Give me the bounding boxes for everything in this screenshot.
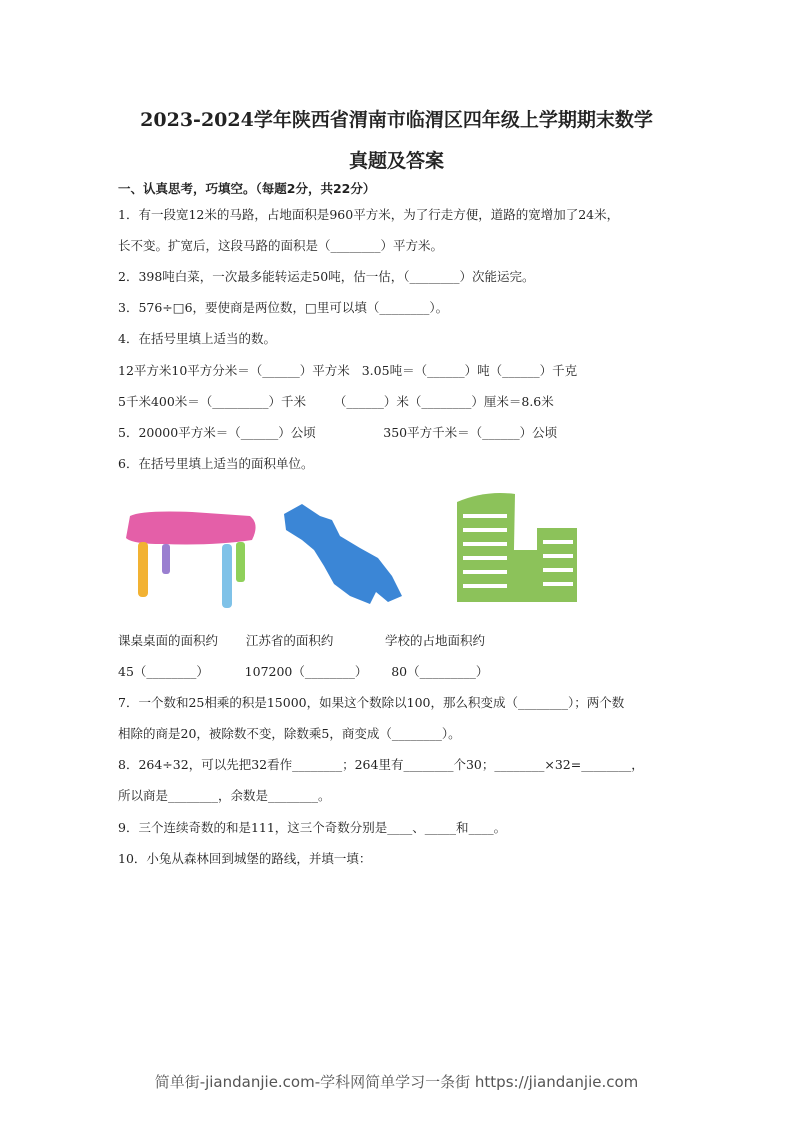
text-line: 长不变。扩宽后，这段马路的面积是（________）平方米。 (118, 238, 444, 253)
text-line: 相除的商是20，被除数不变，除数乘5，商变成（________）。 (118, 726, 461, 741)
text-line: 2．398吨白菜，一次最多能转运走50吨，估一估，（________）次能运完。 (118, 269, 535, 284)
text-line: 12平方米10平方分米＝（______）平方米 3.05吨＝（______）吨（______）千克 (118, 363, 578, 378)
text-line: 4．在括号里填上适当的数。 (118, 331, 276, 346)
text-line: 8．264÷32，可以先把32看作________；264里有________个30；________×32=________， (118, 757, 644, 772)
text-line: 10．小兔从森林回到城堡的路线，并填一填： (118, 851, 372, 866)
text-line: 9．三个连续奇数的和是111，这三个奇数分别是____、_____和____。 (118, 820, 507, 835)
text-line: 5千米400米＝（_________）千米 （______）米（________）厘米＝8.6米 (118, 394, 554, 409)
text-line: 所以商是________，余数是________。 (118, 788, 331, 803)
school-building-image (455, 490, 580, 605)
jiangsu-map-image (280, 500, 405, 610)
footer-watermark: 简单街-jiandanjie.com-学科网简单学习一条街 https://jiandanjie.com (154, 1073, 639, 1091)
text-line: 7．一个数和25相乘的积是15000，如果这个数除以100，那么积变成（________）；两个数 (118, 695, 625, 710)
section-heading: 一、认真思考，巧填空。（每题2分，共22分） (118, 181, 376, 196)
desk-image (122, 510, 262, 610)
text-line: 45（________） 107200（________） 80（_________） (118, 664, 489, 679)
text-line: 课桌桌面的面积约 江苏省的面积约 学校的占地面积约 (118, 633, 485, 648)
text-line: 1．有一段宽12米的马路，占地面积是960平方米，为了行走方便，道路的宽增加了24米， (118, 207, 620, 222)
title-line-1: 2023-2024学年陕西省渭南市临渭区四年级上学期期末数学 (140, 109, 653, 131)
title-line-2: 真题及答案 (348, 150, 444, 172)
text-line: 3．576÷□6，要使商是两位数，□里可以填（________）。 (118, 300, 449, 315)
text-line: 5．20000平方米＝（______）公顷 350平方千米＝（______）公顷 (118, 425, 558, 440)
text-line: 6．在括号里填上适当的面积单位。 (118, 456, 314, 471)
